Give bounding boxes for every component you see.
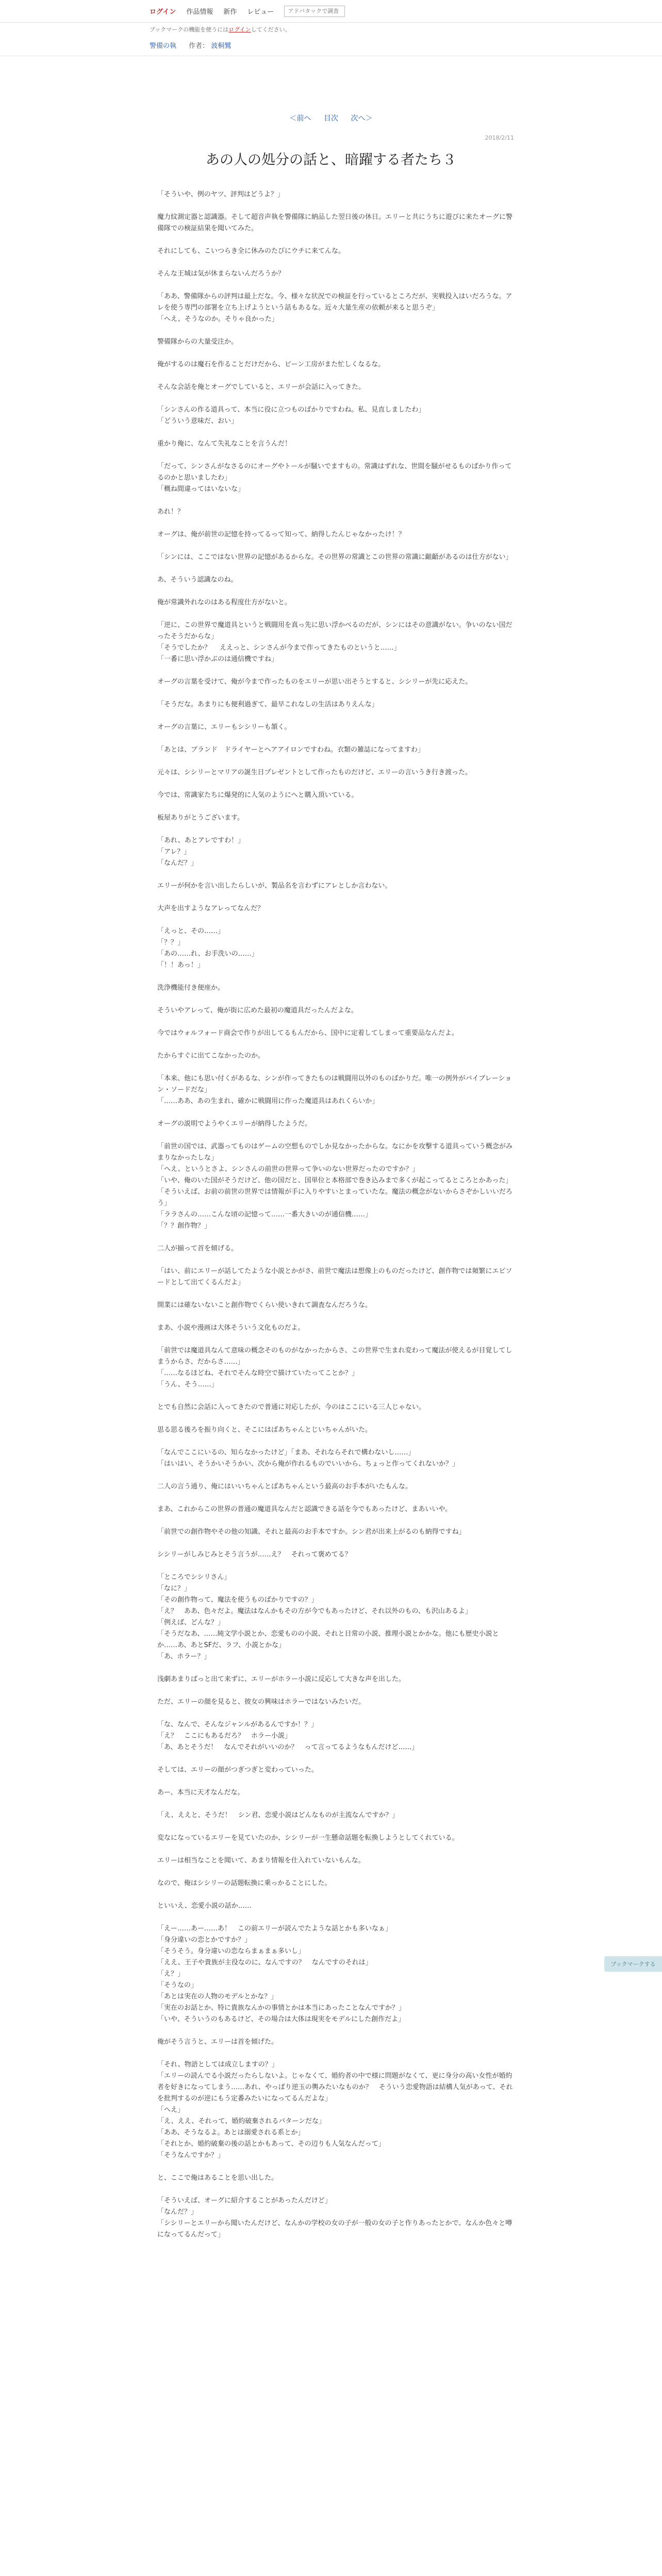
body-paragraph: 二人の言う通り、俺にはいいちゃんとばあちゃんという最高のお手本がいたもんな。 <box>157 1483 412 1490</box>
body-paragraph: そんな王城は気が休まらないんだろうか？ <box>157 270 285 278</box>
body-paragraph: 「そうそう。身分違いの恋ならまぁまぁ多いし」 <box>157 1947 305 1955</box>
next-chapter-link[interactable]: 次へ＞ <box>351 114 373 123</box>
body-paragraph: 俺が常識外れなのはある程度仕方がないと。 <box>157 599 292 606</box>
body-paragraph: あー、本当に天才なんだな。 <box>157 1789 244 1797</box>
body-paragraph: 「はい、前にエリーが話してたような小説とかがさ、前世で魔法は想像上のものだったけど、創作物では頻繁にエピソードとして出てくるんだよ」 <box>157 1267 512 1286</box>
body-paragraph: 「へえ、というとさよ、シンさんの前世の世界って争いのない世界だったのですか？」 <box>157 1165 419 1173</box>
body-paragraph: あれ！？ <box>157 508 185 516</box>
author-link[interactable]: 波桐鷺 <box>211 42 231 50</box>
body-paragraph: と、ここで俺はあることを思い出した。 <box>157 2174 278 2182</box>
body-paragraph: 「え？ ああ、色々だよ。魔法はなんかもその方が今でもあったけど、それ以外のもの、も沢山あるよ」 <box>157 1607 472 1615</box>
body-paragraph: 「なんだ？」 <box>157 859 198 867</box>
notice-suffix: してください。 <box>251 26 291 33</box>
body-paragraph: 「いや、俺のいた国がそうだけど、他の国だと、国単位と本格部で巻き込みまで多くが起こってるところとかあった」 <box>157 1177 512 1184</box>
body-paragraph: といいえ、恋愛小説の話か…… <box>157 1902 252 1910</box>
body-paragraph: オーグの言葉に、エリーもシシリーも頷く。 <box>157 723 291 731</box>
body-paragraph: 重かり俺に、なんて失礼なことを言うんだ！ <box>157 440 292 448</box>
body-paragraph: 「アレ？」 <box>157 848 191 856</box>
body-paragraph: 「前世での創作物やその他の知識、それと最高のお手本ですか。シン君が出来上がるのも納得ですね」 <box>157 1528 466 1536</box>
body-paragraph: 「前世では魔道具なんて意味の概念そのものがなかったからさ、この世界で生まれ変わって魔法が使えるが目覚してしまうからさ、だからさ……」 <box>157 1347 512 1366</box>
novel-body <box>148 189 514 2241</box>
body-paragraph: 警備隊からの大量受注か。 <box>157 338 238 346</box>
body-paragraph: そしては、エリーの顔がつぎつぎと変わっていった。 <box>157 1766 318 1774</box>
body-paragraph: 「！！あっ！」 <box>157 961 204 969</box>
review-link[interactable]: レビュー <box>247 8 274 16</box>
chapter-pager <box>148 113 514 123</box>
body-paragraph: 「どういう意味だ、おい」 <box>157 417 238 425</box>
body-paragraph: 大声を出すようなアレってなんだ？ <box>157 905 264 912</box>
body-paragraph: 「そうだな。あまりにも便利過ぎて、最早これなしの生活はありえんな」 <box>157 701 378 708</box>
body-paragraph: エリーが何かを言い出したらしいが、製品名を言わずにアレとしか言わない。 <box>157 882 392 890</box>
body-paragraph: 洗浄機能付き便座か。 <box>157 984 225 992</box>
body-paragraph: そういやアレって、俺が街に広めた最初の魔道具だったんだよな。 <box>157 1007 358 1014</box>
body-paragraph: シシリーがしみじみとそう言うが……え？ それって褒めてる？ <box>157 1551 352 1558</box>
search-box <box>284 6 345 17</box>
body-paragraph: ただ、エリーの顔を見ると、彼女の興味はホラーではないみたいだ。 <box>157 1698 366 1706</box>
body-paragraph: 「な、なんで、そんなジャンルがあるんですか！？」 <box>157 1721 318 1728</box>
body-paragraph: オーグは、俺が前世の記憶を持ってるって知って、納得したんじゃなかったけ！？ <box>157 531 405 538</box>
body-paragraph: 二人が揃って首を傾げる。 <box>157 1245 238 1252</box>
body-paragraph: まあ、これからこの世界の普通の魔道具なんだと認識できる話を今でもあったけど、まあいいや。 <box>157 1505 452 1513</box>
body-paragraph: 「へえ」 <box>157 2106 185 2114</box>
work-title-link[interactable]: 警備の執 <box>150 42 177 50</box>
body-paragraph: そんな会話を俺とオーグでしていると、エリーが会話に入ってきた。 <box>157 383 366 391</box>
body-paragraph: 「シンさんの作る道具って、本当に役に立つものばかりですわね。私、見直しましたわ」 <box>157 406 425 414</box>
body-paragraph: 「シシリーとエリーから聞いたんだけど、なんかの学校の女の子が一般の女の子と作りあったとかで、なんか色々と噂になってるんだって」 <box>157 2219 512 2239</box>
body-paragraph: 「本来、他にも思い付くがあるな、シンが作ってきたものは戦闘用以外のものばかりだ。唯一の例外がバイブレーション・ソードだな」 <box>157 1075 512 1094</box>
body-paragraph: 「そうでしたか？ ええっと、シンさんが今まで作ってきたものというと……」 <box>157 644 401 652</box>
body-paragraph: まあ、小説や漫画は大体そういう文化ものだよ。 <box>157 1324 305 1332</box>
body-paragraph: それにしても、こいつらき全に休みのたびにウチに来てんな。 <box>157 247 345 255</box>
body-paragraph: 魔力紋測定器と認識器。そして超音声執を警備隊に納品した翌日後の休日。エリーと共にうちに遊びに来たオーグに警備隊での検証結果を聞いてみた。 <box>157 213 513 232</box>
author-label: 作者： <box>189 42 209 50</box>
body-paragraph: 「？？創作物？」 <box>157 1222 211 1230</box>
body-paragraph: 「あとは実在の人物のモデルとかな？」 <box>157 1993 278 2001</box>
body-paragraph: 「なんでここにいるの、知らなかったけど」「まあ、それならそれで構わないし……」 <box>157 1449 415 1456</box>
body-paragraph: 「そうなの」 <box>157 1981 198 1989</box>
body-paragraph: 「その創作物って、魔法を使うものばかりですの？」 <box>157 1596 318 1604</box>
body-paragraph: 「シンには、ここではない世界の記憶があるからな。その世界の常識とこの世界の常識に齟齬があるのは仕方がない」 <box>157 553 512 561</box>
body-paragraph: 「え？」 <box>157 1970 185 1978</box>
chapter-title: あの人の処分の話と、暗躍する者たち３ <box>206 152 456 168</box>
body-paragraph: 「一番に思い浮かぶのは通信機ですね」 <box>157 655 278 663</box>
post-date: 2018/2/11 <box>485 134 514 141</box>
body-paragraph: 「あ、ホラー？」 <box>157 1653 211 1660</box>
body-paragraph: 「なに？」 <box>157 1585 191 1592</box>
body-paragraph: 「ええ、王子や貴族が主役なのに、なんですの？ なんですのそれは」 <box>157 1959 372 1967</box>
body-paragraph: 「えー……あー……あ！ この前エリーが読んでたような話とかも多いなぁ」 <box>157 1925 392 1933</box>
body-paragraph: 「え、ええと、そうだ！ シン君、恋愛小説はどんなものが主流なんですか？」 <box>157 1811 399 1819</box>
body-paragraph: 「ララさんの……こんな頃の記憶って……一番大きいのが通信機……」 <box>157 1211 372 1218</box>
body-paragraph: 「実在のお話とか、特に貴族なんかの事情とかは本当にあったことなんですか？」 <box>157 2004 405 2012</box>
body-paragraph: オーグの説明でようやくエリーが納得したようだ。 <box>157 1120 312 1128</box>
body-paragraph: 変なになっているエリーを見ていたのか、シシリーが一生懸命話題を転換しようとしてくれている。 <box>157 1834 459 1842</box>
search-input[interactable] <box>287 7 342 15</box>
body-paragraph: 「逆に、この世界で魔道具というと戦闘用を真っ先に思い浮かべるのだが、シンにはその意識がない。争いのない国だったそうだからな」 <box>157 621 512 640</box>
body-paragraph: 「そういや、例のヤツ、評判はどうよ？」 <box>157 191 284 198</box>
body-paragraph: 板屋ありがとうございます。 <box>157 814 244 822</box>
login-link[interactable]: ログイン <box>150 8 176 16</box>
notice-login-link[interactable]: ログイン <box>228 26 251 33</box>
body-paragraph: 「あの……れ、お手洗いの……」 <box>157 950 258 958</box>
body-paragraph: 「あ、あとそうだ！ なんでそれがいいのか？ って言ってるようなもんだけど……」 <box>157 1743 419 1751</box>
body-paragraph: 「はいはい、そうかいそうかい、次から俺が作れるものでいいから、ちょっと作ってくれないか？」 <box>157 1460 459 1468</box>
body-paragraph: 「そういえば、お前の前世の世界では情報が手に入りやすいとまっていたな。魔法の概念がないからさぞかしいいだろう」 <box>157 1188 513 1207</box>
body-paragraph: 「あれ、あとアレですわ！」 <box>157 837 245 844</box>
body-paragraph: 「うん、そう……」 <box>157 1381 218 1388</box>
body-paragraph: あ、そういう認識なのね。 <box>157 576 238 584</box>
body-paragraph: 「身分違いの恋とかですか？」 <box>157 1936 252 1944</box>
new-works-link[interactable]: 新作 <box>223 8 237 16</box>
body-paragraph: 「え、ええ、それって、婚約破棄されるパターンだな」 <box>157 2117 326 2125</box>
global-nav <box>0 0 662 23</box>
body-paragraph: 「そうなんですか？」 <box>157 2151 225 2159</box>
body-paragraph: 「いや、そういうのもあるけど、その場合は大体は現実をモデルにした創作だよ」 <box>157 2015 405 2023</box>
body-paragraph: 「概ね間違ってはいないな」 <box>157 485 245 493</box>
body-paragraph: 今ではウォルフォード商会で作りが出してるもんだから、国中に定着してしまって重要品なんだよ。 <box>157 1029 458 1037</box>
body-paragraph: 「？？」 <box>157 939 185 946</box>
body-paragraph: 「それとか、婚約破棄の後の話とかもあって、その辺りも人気なんだって」 <box>157 2140 385 2148</box>
body-paragraph: 「え？ ここにもあるだろ？ ホラー小説」 <box>157 1732 292 1740</box>
body-paragraph: 「……ああ、あの生まれ、確かに戦闘用に作った魔道具はあれくらいか」 <box>157 1097 379 1105</box>
prev-chapter-link[interactable]: ＜前へ <box>289 114 311 123</box>
bookmark-notice <box>0 23 662 37</box>
body-paragraph: 浅劇あまりぱっと出て来ずに、エリーがホラー小説に反応して大きな声を出した。 <box>157 1675 406 1683</box>
body-paragraph: なので、俺はシシリーの話題転換に乗っかることにした。 <box>157 1879 332 1887</box>
work-meta <box>0 37 662 56</box>
body-paragraph: 「えっと、その……」 <box>157 927 225 935</box>
body-paragraph: 俺がするのは魔石を作ることだけだから、ビーン工房がまた忙しくなるな。 <box>157 361 385 368</box>
toc-link[interactable]: 目次 <box>324 114 338 123</box>
body-paragraph: 俺がそう言うと、エリーは首を傾げた。 <box>157 2038 278 2046</box>
notice-prefix: ブックマークの機能を使うには <box>150 26 229 33</box>
body-paragraph: 「……なるほどね、それでそんな時空で描けていたってことか？」 <box>157 1369 359 1377</box>
body-paragraph: 「それ、物語としては成立しますの？」 <box>157 2061 278 2069</box>
body-paragraph: たからすぐに出てこなかったのか。 <box>157 1052 265 1060</box>
body-paragraph: 「エリーの読んでる小説だったらしないよ。じゃなくて、婚約者の中で様に問題がなくて、更に身分の高い女性が婚約者を好きになってしまう……あれ、やっぱり逆玉の輿みたいなものか？ そういう恋愛物語は結構人気があって、それを批判するのが逆にもう定番みたいになってるんだよな」 <box>157 2072 513 2103</box>
works-link[interactable]: 作品情報 <box>186 8 213 16</box>
body-paragraph: 「そうだなあ、……純文学小説とか、恋愛ものの小説、それと日常の小説、推理小説とかかな。他にも歴史小説とか……あ、あとSFだ、ラフ、小説とかな」 <box>157 1630 499 1649</box>
body-paragraph: エリーは相当なことを聞いて、あまり情報を仕入れていないもんな。 <box>157 1857 365 1865</box>
body-paragraph: 「ところでシシリさん」 <box>157 1573 231 1581</box>
chapter-content <box>148 113 514 2241</box>
floating-bookmark-button[interactable]: ブックマークする <box>604 1956 662 1972</box>
body-paragraph: 「あとは、ブランド ドライヤーとヘアアイロンですわね。衣類の雑誌になってますわ」 <box>157 746 425 754</box>
body-paragraph: オーグの言葉を受けて、俺が今まで作ったものをエリーが思い出そうとすると、シシリーが先に応えた。 <box>157 678 472 686</box>
body-paragraph: 「ああ、警備隊からの評判は最上だな。今、様々な状況での検証を行っているところだが、実戦投入はいだろうな。アレを使う専門の部署を立ち上げようという話もあるな。近々大量生産の依頼が来ると思うぞ」 <box>157 293 512 312</box>
body-paragraph: 「ああ、そうなるよ。あとは溺愛される系とか」 <box>157 2129 305 2137</box>
body-paragraph: 開業には確ないないこと創作物でくらい使いきれて調査なんだろうな。 <box>157 1301 372 1309</box>
body-paragraph: 「そういえば、オーグに紹介することがあったんだけど」 <box>157 2197 332 2205</box>
body-paragraph: 「なんだ？」 <box>157 2208 198 2216</box>
body-paragraph: 「例えば、どんな？」 <box>157 1619 225 1626</box>
body-paragraph: 思る思る後ろを振り向くと、そこにはばあちゃんとじいちゃんがいた。 <box>157 1426 372 1434</box>
body-paragraph: 「へえ、そうなのか。そりゃ良かった」 <box>157 315 278 323</box>
body-paragraph: 「だって、シンさんがなさるのにオーグやトールが騒いでますもの。常識はずれな、世間を騒がせるものばかり作ってるのかと思いましたわ」 <box>157 463 512 482</box>
body-paragraph: 「前世の国では、武器ってものはゲームの空想ものでしか見なかったからな。なにかを攻撃する道具っていう概念がみまりなかったしな」 <box>157 1143 513 1162</box>
body-paragraph: 元々は、シシリーとマリアの誕生日プレゼントとして作ったものだけど、エリーの言いうき行き渡った。 <box>157 769 472 776</box>
body-paragraph: とでも自然に会話に入ってきたので普通に対応したが、今のはここにいる三人じゃない。 <box>157 1403 426 1411</box>
body-paragraph: 今では、常識家たちに爆発的に人気のようにへと購入頂いている。 <box>157 791 358 799</box>
